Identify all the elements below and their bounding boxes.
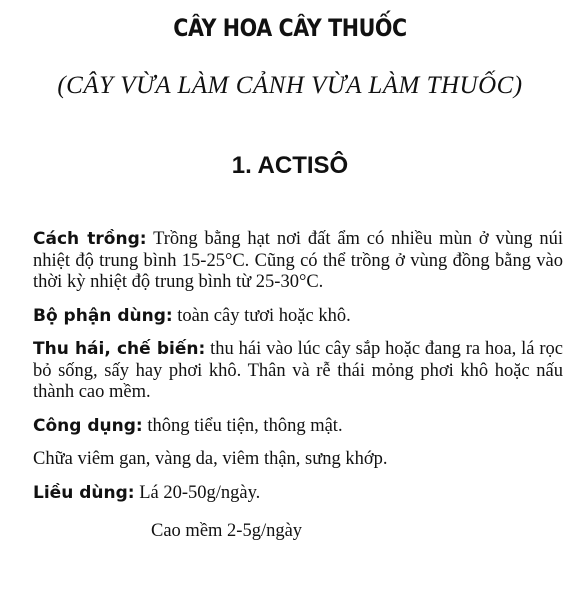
- text-treats: Chữa viêm gan, vàng da, viêm thận, sưng khớp.: [33, 449, 388, 469]
- label-uses: Công dụng:: [33, 415, 143, 436]
- paragraph-parts-used: [33, 306, 563, 328]
- page-title: CÂY HOA CÂY THUỐC: [173, 14, 407, 42]
- text-harvest: thu hái vào lúc cây sắp hoặc đang ra hoa, lá rọc bỏ sống, sấy hay phơi khô. Thân và rễ thái mỏng phơi khô hoặc nấu thành cao mềm.: [33, 339, 563, 402]
- dosage-extra-line: Cao mềm 2-5g/ngày: [151, 521, 303, 541]
- text-parts-used: toàn cây tươi hoặc khô.: [177, 305, 351, 326]
- paragraph-uses: [33, 416, 563, 438]
- text-dosage: Lá 20-50g/ngày.: [139, 482, 261, 503]
- label-dosage: Liều dùng:: [33, 482, 135, 503]
- label-harvest: Thu hái, chế biến:: [33, 339, 206, 359]
- label-cultivation: Cách trồng:: [33, 229, 147, 249]
- paragraph-harvest: [33, 339, 563, 404]
- paragraph-treats: [33, 449, 563, 471]
- text-uses: thông tiểu tiện, thông mật.: [147, 415, 343, 436]
- paragraph-cultivation: [33, 229, 563, 294]
- section-heading: 1. ACTISÔ: [231, 152, 349, 179]
- text-cultivation: Trồng bằng hạt nơi đất ẩm có nhiều mùn ở vùng núi nhiệt độ trung bình 15-25°C. Cũng có thể trồng ở vùng đồng bằng vào thời kỳ nhiệt độ trung bình từ 25-30°C.: [33, 229, 563, 292]
- label-parts-used: Bộ phận dùng:: [33, 305, 173, 326]
- paragraph-dosage: [33, 483, 563, 505]
- page-subtitle: (CÂY VỪA LÀM CẢNH VỪA LÀM THUỐC): [57, 72, 523, 99]
- article-body: [33, 229, 563, 543]
